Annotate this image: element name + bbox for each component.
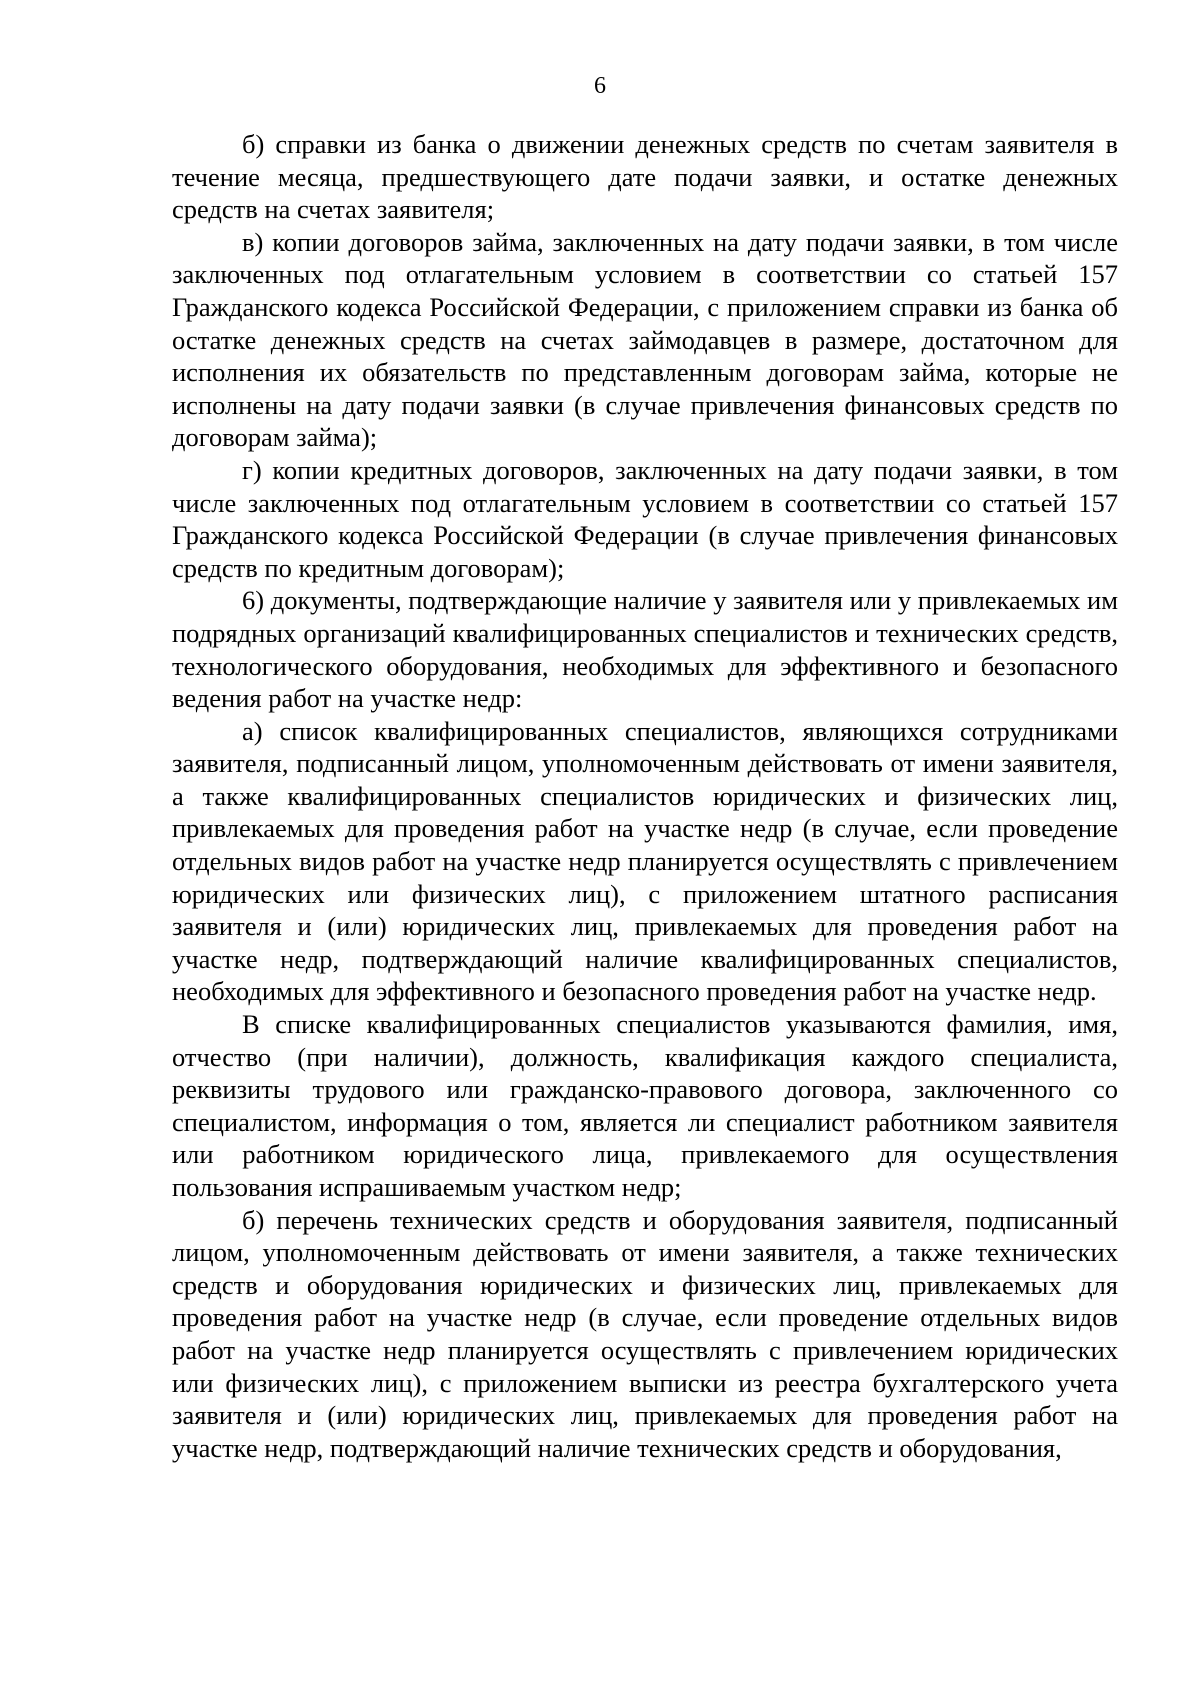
- paragraph-a-specialists-list: а) список квалифицированных специалистов, являющихся сотрудниками заявителя, подписанный лицом, уполномоченным действовать от имени заявителя, а также квалифицированных специалистов юридических и физических лиц, привлекаемых для проведения работ на участке недр (в случае, если проведение отдельных видов работ на участке недр планируется осуществлять с привлечением юридических или физических лиц), с приложением штатного расписания заявителя и (или) юридических лиц, привлекаемых для проведения работ на участке недр, подтверждающий наличие квалифицированных специалистов, необходимых для эффективного и безопасного проведения работ на участке недр.: [172, 715, 1118, 1007]
- document-body: [172, 128, 1118, 1464]
- paragraph-g-credit-agreements: г) копии кредитных договоров, заключенных на дату подачи заявки, в том числе заключенных под отлагательным условием в соответствии со статьей 157 Гражданского кодекса Российской Федерации (в случае привлечения финансовых средств по кредитным договорам);: [172, 454, 1118, 583]
- paragraph-v-loan-agreements: в) копии договоров займа, заключенных на дату подачи заявки, в том числе заключенных под отлагательным условием в соответствии со статьей 157 Гражданского кодекса Российской Федерации, с приложением справки из банка об остатке денежных средств на счетах займодавцев в размере, достаточном для исполнения их обязательств по представленным договорам займа, которые не исполнены на дату подачи заявки (в случае привлечения финансовых средств по договорам займа);: [172, 226, 1118, 453]
- paragraph-specialists-list-contents: В списке квалифицированных специалистов указываются фамилия, имя, отчество (при наличии), должность, квалификация каждого специалиста, реквизиты трудового или гражданско-правового договора, заключенного со специалистом, информация о том, является ли специалист работником заявителя или работником юридического лица, привлекаемого для осуществления пользования испрашиваемым участком недр;: [172, 1009, 1118, 1202]
- paragraph-b-bank-statements: б) справки из банка о движении денежных средств по счетам заявителя в течение месяца, предшествующего дате подачи заявки, и остатке денежных средств на счетах заявителя;: [172, 129, 1118, 225]
- paragraph-6-qualification-documents: 6) документы, подтверждающие наличие у заявителя или у привлекаемых им подрядных организаций квалифицированных специалистов и технических средств, технологического оборудования, необходимых для эффективного и безопасного ведения работ на участке недр:: [172, 585, 1118, 714]
- page-number: 6: [594, 73, 606, 99]
- paragraph-b-equipment-list: б) перечень технических средств и оборудования заявителя, подписанный лицом, уполномоченным действовать от имени заявителя, а также технических средств и оборудования юридических и физических лиц, привлекаемых для проведения работ на участке недр (в случае, если проведение отдельных видов работ на участке недр планируется осуществлять с привлечением юридических или физических лиц), с приложением выписки из реестра бухгалтерского учета заявителя и (или) юридических лиц, привлекаемых для проведения работ на участке недр, подтверждающий наличие технических средств и оборудования,: [172, 1204, 1118, 1463]
